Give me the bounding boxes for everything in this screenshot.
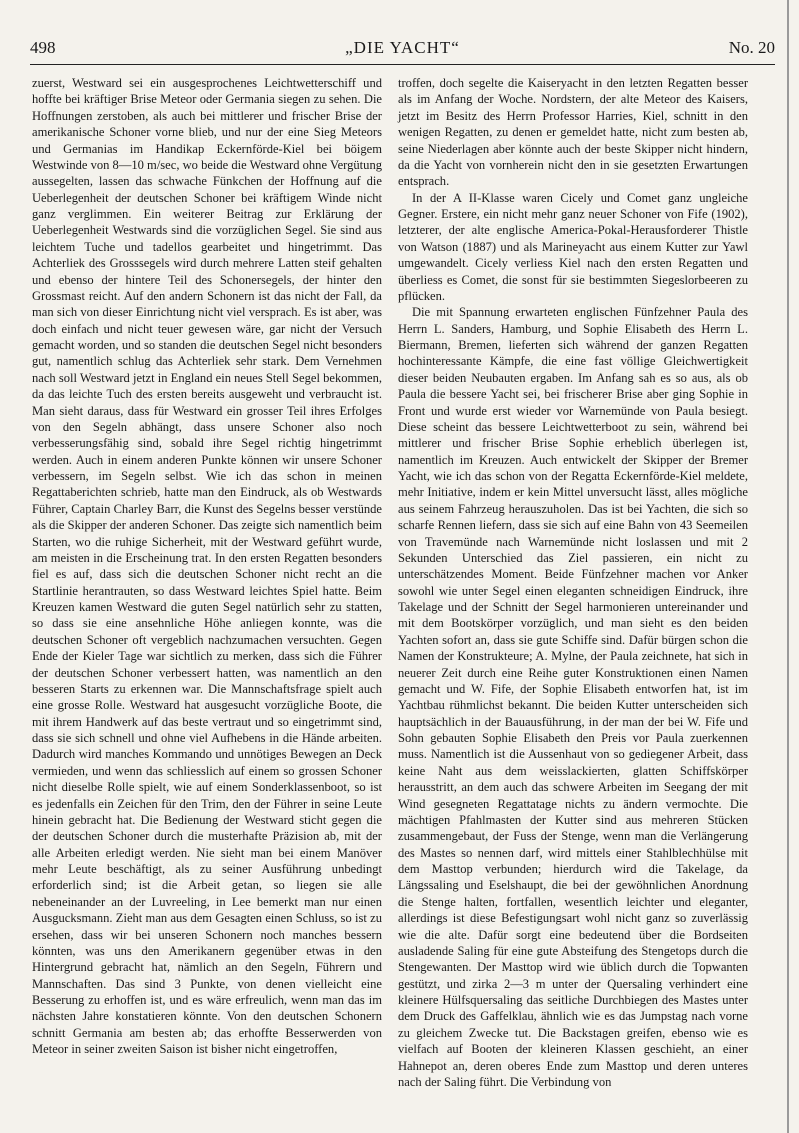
scan-edge	[787, 0, 789, 1133]
left-column	[32, 75, 382, 1058]
page-header	[30, 38, 775, 64]
paragraph: zuerst, Westward sei ein ausgesprochenes Leichtwetterschiff und hoffte bei kräftiger Brise Meteor oder Germania siegen zu sehen. Die Hoffnungen zerstoben, als auch bei mittlerer und frischer Brise der amerikanische Schoner vorne blieb, und nur der eine Sieg Meteors und Germanias im Handikap Eckernförde-Kiel bei böigem Westwinde von 8—10 m/sec, wo beide die Westward ohne Vergütung aussegelten, lassen das schwache Fünkchen der Hoffnung auf die Ueberlegenheit der deutschen Schoner bei kräftigem Winde nicht ganz verglimmen. Ein weiterer Beitrag zur Erklärung der Ueberlegenheit Westwards sind die vorzüglichen Segel. Sie sind aus leichtem Tuche und tadellos gearbeitet und hingetrimmt. Das Achterliek des Grosssegels wird durch mehrere Latten steif gehalten und ebenso der hintere Teil des Schonersegels, der hinter den Grossmast reicht. Auf den andern Schonern ist das nicht der Fall, da man sich von dieser Einrichtung nicht viel versprach. Es ist aber, was doch einfach und nicht teuer gewesen wäre, gar nicht der Versuch gemacht worden, und so standen die deutschen Segel nicht besonders gut, namentlich schlug das Achterliek sehr stark. Dem Vernehmen nach soll Westward jetzt in England ein neues Stell Segel bekommen, da das leichte Tuch des ersten bereits ausgeweht und verbraucht ist. Man sieht daraus, dass für Westward ein grosser Teil ihres Erfolges von den Segeln abhängt, dass unsere Schoner also noch verbesserungsfähig sind, sobald ihre Segel richtig hingetrimmt werden. Auch in einem anderen Punkte können wir unsere Schoner verbessern, im Segeln selbst. Wie ich das schon in meinen Regattaberichten schrieb, hatte man den Eindruck, als ob Westwards Führer, Captain Charley Barr, die Kunst des Segelns besser verstünde als die Skipper der anderen Schoner. Das zeigte sich namentlich beim Starten, wo die ruhige Sicherheit, mit der Westward geführt wurde, am meisten in die Erscheinung trat. In den ersten Regatten besonders fiel es auf, dass sich die deutschen Schoner nicht recht an die Startlinie herantrauten, so dass Westward leichtes Spiel hatte. Beim Kreuzen kamen Westward die guten Segel natürlich sehr zu statten, so dass sie eine ansehnliche Höhe anliegen konnte, was die deutschen Schoner oft vergeblich nachzumachen versuchten. Gegen Ende der Kieler Tage war sichtlich zu merken, dass sich die Führer der deutschen Schoner verbessert hatten, was namentlich an den besseren Starts zu erkennen war. Die Mannschaftsfrage spielt auch eine grosse Rolle. Westward hat ausgesucht vorzügliche Boote, die mit ihrem Handwerk auf das beste vertraut und so eingetrimmt sind, dass sie sich schnell und ohne viel Aufhebens in die Hände arbeiten. Dadurch wird manches Kommando und unnötiges Bewegen an Deck vermieden, und wenn das schliesslich auf einem so grossen Schoner nicht dieselbe Rolle spielt, wie auf einem Sonderklassenboot, so ist es jedenfalls ein Zeichen für den Trim, den der Führer in seine Leute hinein gebracht hat. Die Bedienung der Westward sticht gegen die der deutschen Schoner durch die musterhafte Präzision ab, mit der alle Arbeiten erledigt werden. Nie sieht man bei einem Manöver mehr Leute beschäftigt, als zu seiner Ausführung unbedingt erforderlich sind; ist die Arbeit getan, so liegen sie alle nebeneinander an der Luvreeling, in Lee bemerkt man nur einen Ausgucksmann. Zieht man aus dem Gesagten einen Schluss, so ist zu ersehen, dass wir bei unseren Schonern noch manches bessern könnten, was uns den Amerikanern gegenüber etwas in den Hintergrund gebracht hat, nämlich an den Segeln, Führern und Mannschaften. Das sind 3 Punkte, von denen vielleicht eine Besserung zu erhoffen ist, und es wäre erfreulich, wenn man das im nächsten Jahre konstatieren könnte. Von den deutschen Schonern schnitt Germania am besten ab; das erhoffte Besserwerden von Meteor in seiner zweiten Saison ist bisher nicht eingetroffen,	[32, 76, 382, 1057]
paragraph: Die mit Spannung erwarteten englischen Fünfzehner Paula des Herrn L. Sanders, Hamburg, und Sophie Elisabeth des Herrn L. Biermann, Bremen, lieferten sich während der ganzen Regatten hochinteressante Kämpfe, die eine fast völlige Gleichwertigkeit dieser beiden Neubauten ergaben. Im Anfang sah es so aus, als ob Paula die bessere Yacht sei, bei frischerer Brise aber ging Sophie in Front und wurde erst wieder vor Warnemünde von Paula besiegt. Diese scheint das bessere Leichtwetterboot zu sein, während bei mittlerer und frischer Brise Sophie erheblich überlegen ist, namentlich im Kreuzen. Auch entwickelt der Skipper der Bremer Yacht, wie ich das schon von der Regatta Eckernförde-Kiel meldete, mehr Initiative, indem er kein Mittel unversucht lässt, alles mögliche aus seinem Fahrzeug herauszuholen. Das ist bei Yachten, die sich so scharfe Rennen liefern, dass sie sich auf eine Bahn von 43 Seemeilen von Travemünde nach Warnemünde nicht loslassen und mit 2 Sekunden Unterschied das Ziel passieren, ein nicht zu unterschätzendes Moment. Beide Fünfzehner machen vor Anker sowohl wie unter Segel einen eleganten schneidigen Eindruck, ihre Takelage und der Schnitt der Segel harmonieren untereinander und mit dem Bootskörper vorzüglich, und man sieht es den beiden Yachten sofort an, dass sie gute Schiffe sind. Dafür bürgen schon die Namen der Konstrukteure; A. Mylne, der Paula zeichnete, hat sich in neuerer Zeit durch eine Reihe guter Konstruktionen einen Namen gemacht und W. Fife, der Sophie Elisabeth entworfen hat, ist im Yachtbau rühmlichst bekannt. Die beiden Kutter unterscheiden sich hauptsächlich in der Bauausführung, in der man der bei W. Fife und Sohn gebauten Sophie Elisabeth den Preis vor Paula zuerkennen muss. Namentlich ist die Aussenhaut von so gediegener Arbeit, dass keine Naht aus dem weisslackierten, glatten Schiffskörper herausstritt, an dem auch das schwere Arbeiten im Seegang der mit Wind gesegneten Regattatage nichts zu ändern vermochte. Die mächtigen Pfahlmasten der Kutter sind aus mehreren Stücken zusammengebaut, der Fuss der Stenge, wenn man die Verlängerung des Mastes so nennen darf, wird mittels einer Stahlblechhülse mit dem Masttop verbunden; hierdurch wird die Takelage, da Längssaling und Eselshaupt, die bei der gewöhnlichen Anordnung die Stenge halten, fortfallen, wesentlich leichter und eleganter, allerdings ist diese Befestigungsart wohl nicht ganz so zuverlässig wie die alte. Dafür sorgt eine bedeutend über die Bordseiten ausladende Saling für eine gute Absteifung des Stengetops durch die Stengewanten. Der Masttop wird wie üblich durch die Topwanten gestützt, und zirka 2—3 m unter der Quersaling verhindert eine kleinere Hülfsquersaling das seitliche Durchbiegen des Mastes unter dem Druck des Gaffelklau, ähnlich wie es das Jumpstag nach vorne zu gleichem Zwecke tut. Die Backstagen greifen, ebenso wie es vielfach auf Booten der kleineren Klassen geschieht, an einer Hahnepot an, deren oberes Ende zum Masttop und deren unteres nach der Saling führt. Die Verbindung von	[398, 305, 748, 1089]
header-rule	[30, 64, 775, 65]
issue-number: No. 20	[728, 38, 775, 57]
paragraph: In der A II-Klasse waren Cicely und Comet ganz ungleiche Gegner. Erstere, ein nicht mehr ganz neuer Schoner von Fife (1902), letzterer, der alte englische America-Pokal-Herausforderer Thistle von Watson (1887) und als Marineyacht aus einem Kutter zur Yawl umgewandelt. Cicely verliess Kiel nach den ersten Regatten und überliess es Comet, die sonst für sie bestimmten Siegeslorbeeren zu pflücken.	[398, 190, 748, 303]
page-number: 498	[30, 38, 56, 57]
right-column	[398, 75, 748, 1090]
paragraph: troffen, doch segelte die Kaiseryacht in den letzten Regatten besser als im Anfang der Woche. Nordstern, der alte Meteor des Kaisers, jetzt im Besitz des Herrn Professor Harries, Kiel, schnitt in den wenigen Regatten, zu denen er gemeldet hatte, nicht zum besten ab, seine Niederlagen aber könnte auch der beste Skipper nicht hindern, da die Yacht von vornherein nicht den in sie gesetzten Erwartungen entsprach.	[398, 76, 748, 189]
publication-title: „DIE YACHT“	[345, 38, 460, 57]
